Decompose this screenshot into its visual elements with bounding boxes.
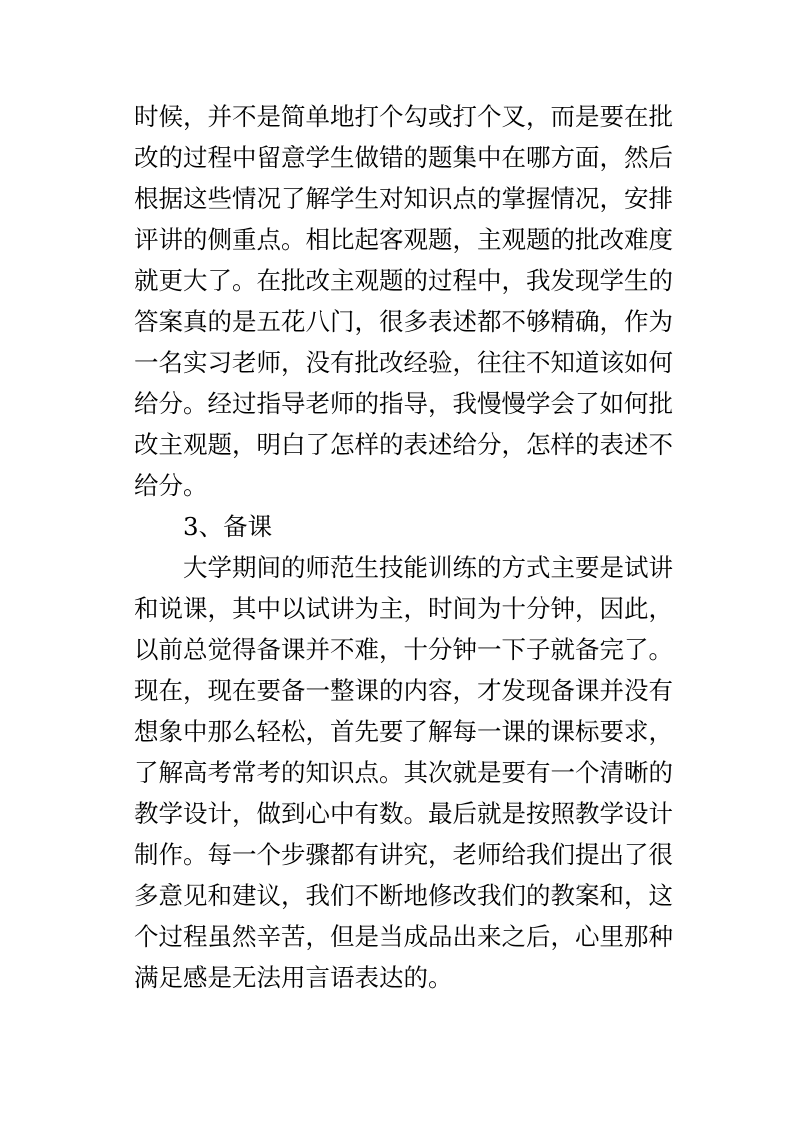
text-line: 满足感是无法用言语表达的。 [134, 963, 453, 992]
section-heading: 3、备课 [183, 512, 273, 541]
text-line: 和说课，其中以试讲为主，时间为十分钟，因此， [134, 594, 673, 623]
text-line: 改的过程中留意学生做错的题集中在哪方面，然后 [134, 143, 673, 172]
text-line: 评讲的侧重点。相比起客观题，主观题的批改难度 [134, 225, 673, 254]
text-line: 教学设计，做到心中有数。最后就是按照教学设计 [134, 799, 673, 828]
text-line: 个过程虽然辛苦，但是当成品出来之后，心里那种 [134, 922, 673, 951]
text-line: 答案真的是五花八门，很多表述都不够精确，作为 [134, 307, 673, 336]
body-text [134, 96, 673, 998]
text-line: 现在，现在要备一整课的内容，才发现备课并没有 [134, 676, 673, 705]
text-line: 多意见和建议，我们不断地修改我们的教案和，这 [134, 881, 673, 910]
text-line: 以前总觉得备课并不难，十分钟一下子就备完了。 [134, 635, 673, 664]
text-line: 一名实习老师，没有批改经验，往往不知道该如何 [134, 348, 673, 377]
text-line: 制作。每一个步骤都有讲究，老师给我们提出了很 [134, 840, 673, 869]
text-line: 想象中那么轻松，首先要了解每一课的课标要求， [134, 717, 673, 746]
text-line: 改主观题，明白了怎样的表述给分，怎样的表述不 [134, 430, 673, 459]
text-line: 了解高考常考的知识点。其次就是要有一个清晰的 [134, 758, 673, 787]
paragraph-first-line: 大学期间的师范生技能训练的方式主要是试讲 [183, 553, 673, 582]
text-line: 给分。 [134, 471, 208, 500]
text-line: 时候，并不是简单地打个勾或打个叉，而是要在批 [134, 102, 673, 131]
text-line: 就更大了。在批改主观题的过程中，我发现学生的 [134, 266, 673, 295]
text-line: 给分。经过指导老师的指导，我慢慢学会了如何批 [134, 389, 673, 418]
text-line: 根据这些情况了解学生对知识点的掌握情况，安排 [134, 184, 673, 213]
